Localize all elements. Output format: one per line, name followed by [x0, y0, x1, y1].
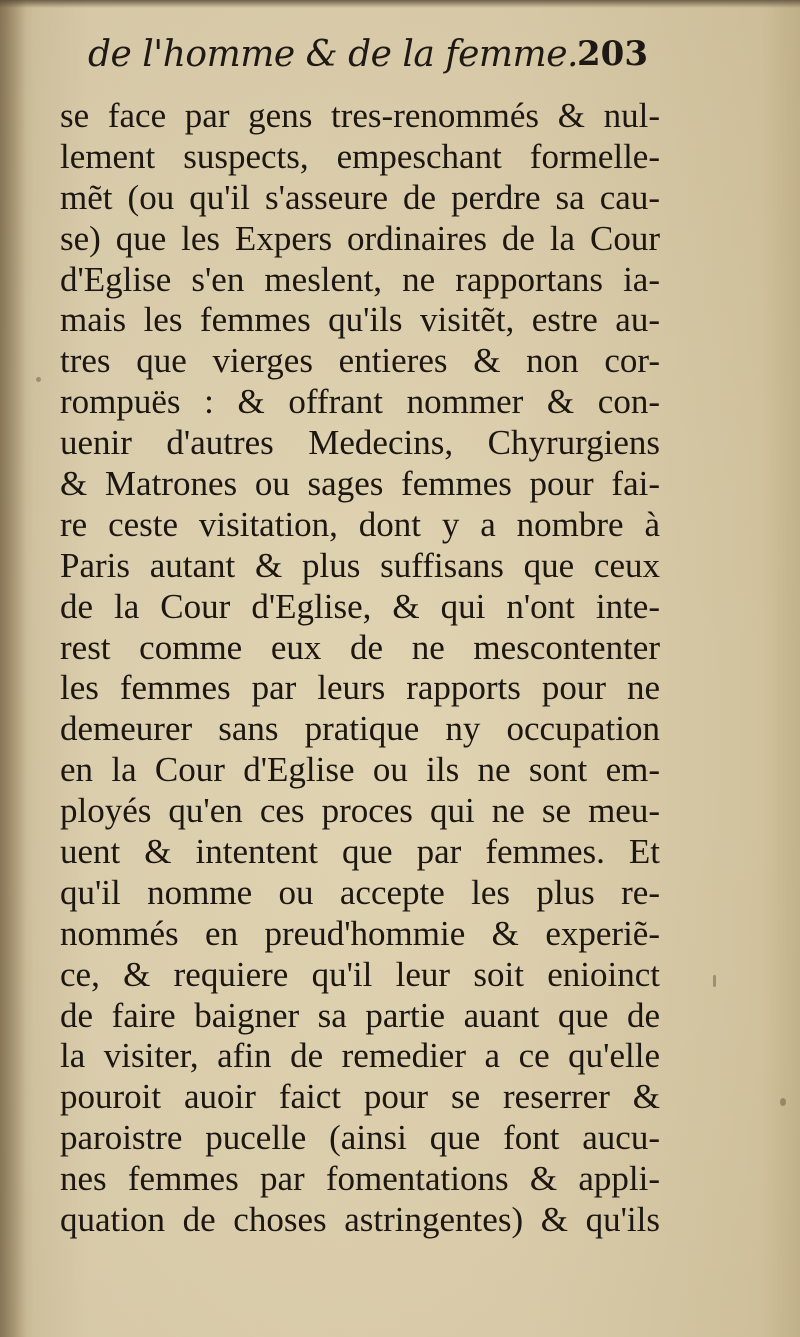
text-line: Paris autant & plus suffisans que ceux [60, 545, 660, 585]
text-line: & Matrones ou sages femmes pour fai- [60, 464, 660, 504]
page-top-edge [0, 0, 800, 8]
page-number: 203 [577, 34, 648, 74]
text-line: de faire baigner sa partie auant que de [60, 995, 660, 1035]
paper-speck [713, 975, 716, 987]
paper-speck [36, 377, 41, 382]
text-line: ce, & requiere qu'il leur soit enioinct [60, 954, 660, 994]
text-line: pouroit auoir faict pour se reserrer & [60, 1077, 660, 1117]
text-line: nes femmes par fomentations & appli- [60, 1159, 660, 1199]
text-line: de la Cour d'Eglise, & qui n'ont inte- [60, 586, 660, 626]
text-line: mẽt (ou qu'il s'asseure de perdre sa cau- [60, 177, 660, 217]
running-head: de l'homme & de la femme. [88, 34, 578, 75]
text-line: lement suspects, empeschant formelle- [60, 136, 660, 176]
text-line: mais les femmes qu'ils visitẽt, estre au- [60, 300, 660, 340]
paper-speck [780, 1098, 786, 1106]
text-line: les femmes par leurs rapports pour ne [60, 668, 660, 708]
text-line: en la Cour d'Eglise ou ils ne sont em- [60, 750, 660, 790]
text-line: se) que les Expers ordinaires de la Cour [60, 218, 660, 258]
text-line: la visiter, afin de remedier a ce qu'elle [60, 1036, 660, 1076]
text-line: paroistre pucelle (ainsi que font aucu- [60, 1118, 660, 1158]
text-line: quation de choses astringentes) & qu'ils [60, 1200, 660, 1240]
gutter-shadow [0, 0, 26, 1337]
text-line: rompuës : & offrant nommer & con- [60, 382, 660, 422]
text-line: qu'il nomme ou accepte les plus re- [60, 872, 660, 912]
text-line: tres que vierges entieres & non cor- [60, 341, 660, 381]
body-text [60, 96, 660, 1241]
text-line: d'Eglise s'en meslent, ne rapportans ia- [60, 259, 660, 299]
text-line: nommés en preud'hommie & experiẽ- [60, 913, 660, 953]
page-header [88, 34, 648, 90]
text-line: re ceste visitation, dont y a nombre à [60, 504, 660, 544]
text-line: rest comme eux de ne mescontenter [60, 627, 660, 667]
text-line: uenir d'autres Medecins, Chyrurgiens [60, 423, 660, 463]
text-line: demeurer sans pratique ny occupation [60, 709, 660, 749]
text-line: se face par gens tres-renommés & nul- [60, 96, 660, 135]
text-line: uent & intentent que par femmes. Et [60, 832, 660, 872]
text-line: ployés qu'en ces proces qui ne se meu- [60, 791, 660, 831]
